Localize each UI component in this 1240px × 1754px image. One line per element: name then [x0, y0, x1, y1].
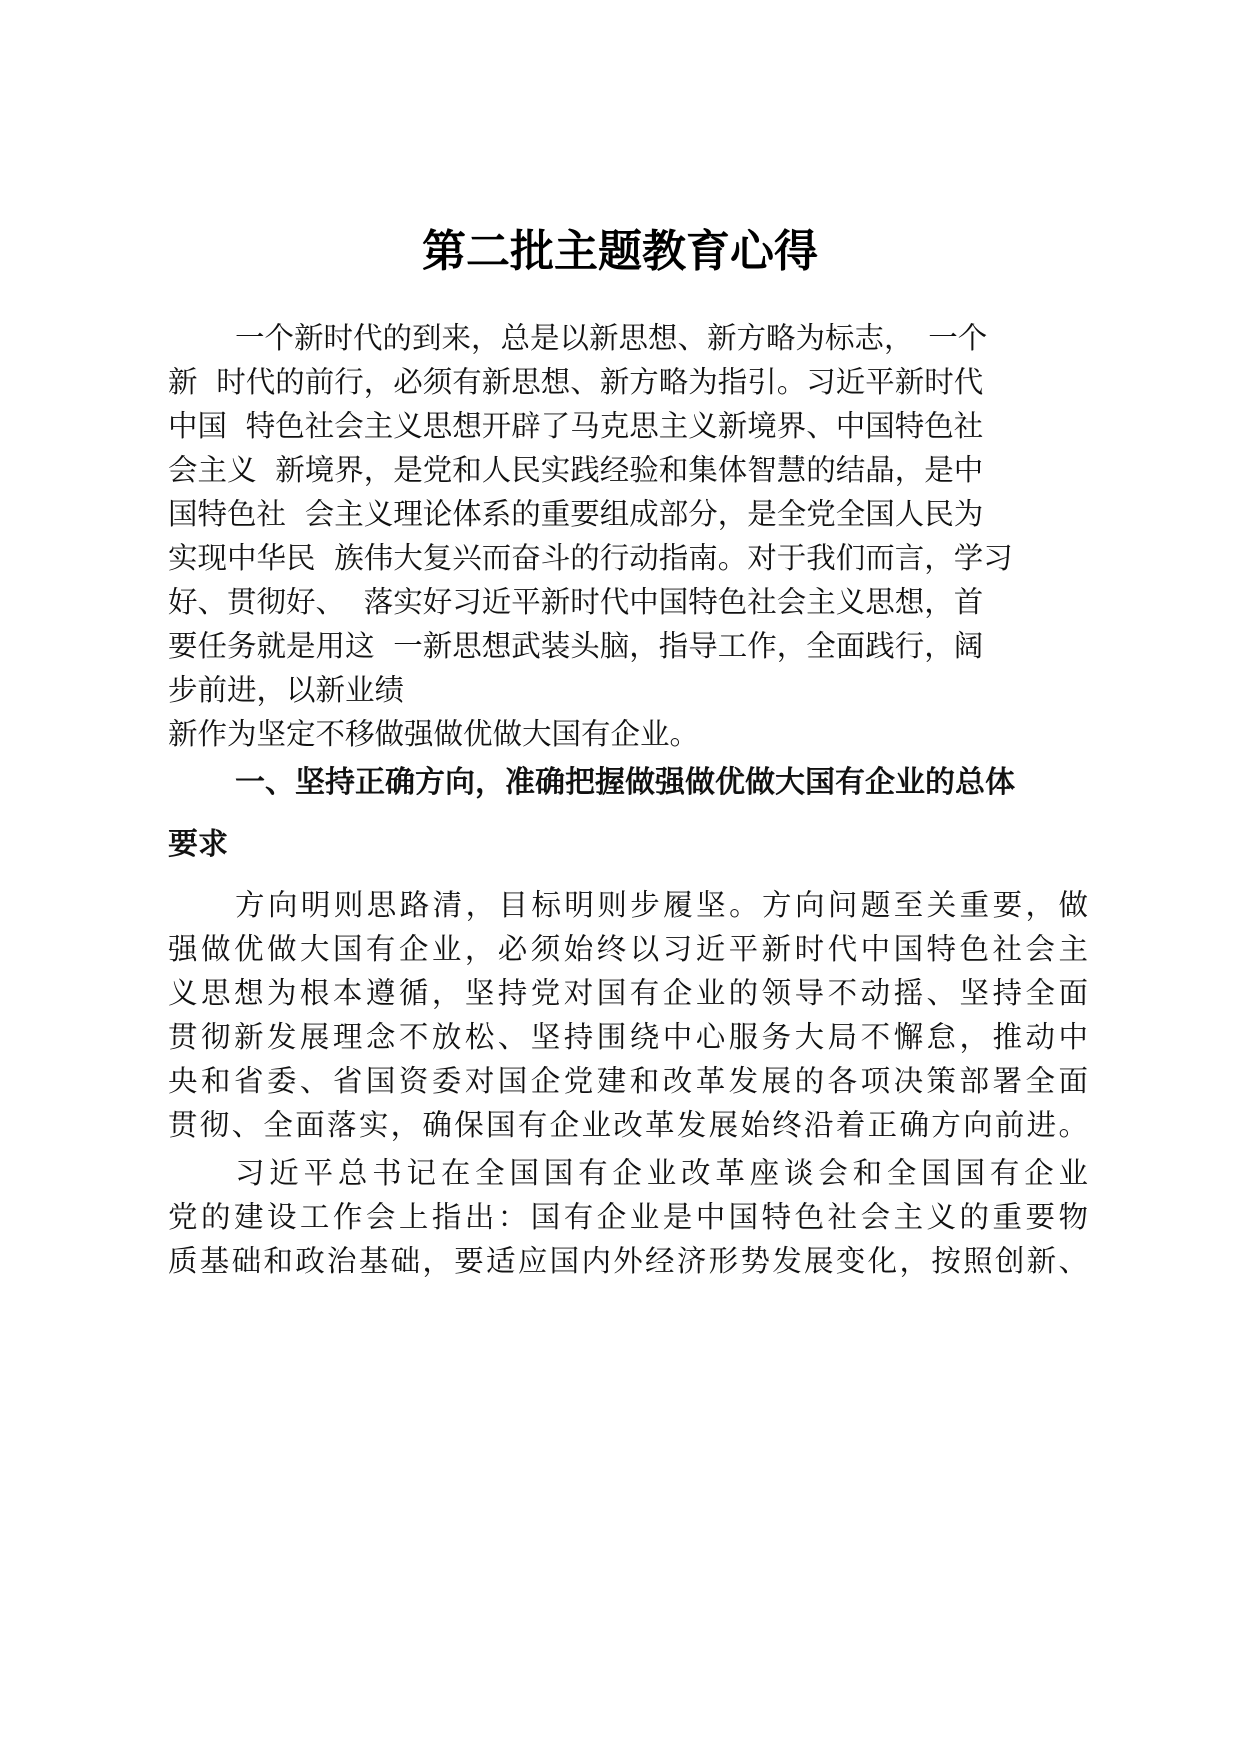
intro-line-5: 国特色社 会主义理论体系的重要组成部分，是全党全国人民为 [168, 497, 984, 531]
intro-line-10: 新作为坚定不移做强做优做大国有企业。 [168, 717, 700, 751]
section1-line-3: 义思想为根本遵循，坚持党对国有企业的领导不动摇、坚持全面 [168, 976, 1088, 1010]
section2-line-3: 质基础和政治基础，要适应国内外经济形势发展变化，按照创新、 [168, 1244, 1088, 1278]
intro-line-7: 好、贯彻好、 落实好习近平新时代中国特色社会主义思想，首 [168, 585, 984, 619]
intro-line-9: 步前进，以新业绩 [168, 673, 405, 707]
intro-line-8: 要任务就是用这 一新思想武装头脑，指导工作，全面践行，阔 [168, 629, 984, 663]
section1-line-4: 贯彻新发展理念不放松、坚持围绕中心服务大局不懈怠，推动中 [168, 1020, 1088, 1054]
section-heading-line-1: 一、坚持正确方向，准确把握做强做优做大国有企业的总体 [235, 765, 1015, 800]
section1-line-5: 央和省委、省国资委对国企党建和改革发展的各项决策部署全面 [168, 1064, 1088, 1098]
document-title: 第二批主题教育心得 [422, 226, 818, 277]
section1-line-2: 强做优做大国有企业，必须始终以习近平新时代中国特色社会主 [168, 932, 1088, 966]
intro-line-1: 一个新时代的到来，总是以新思想、新方略为标志， 一个 [235, 321, 988, 355]
section1-line-6: 贯彻、全面落实，确保国有企业改革发展始终沿着正确方向前进。 [168, 1108, 1088, 1142]
section1-line-1: 方向明则思路清，目标明则步履坚。方向问题至关重要，做 [235, 888, 1088, 922]
intro-line-3: 中国 特色社会主义思想开辟了马克思主义新境界、中国特色社 [168, 409, 984, 443]
section2-line-2: 党的建设工作会上指出：国有企业是中国特色社会主义的重要物 [168, 1200, 1088, 1234]
intro-line-4: 会主义 新境界，是党和人民实践经验和集体智慧的结晶，是中 [168, 453, 984, 487]
section-heading-line-2: 要求 [168, 827, 228, 862]
intro-line-6: 实现中华民 族伟大复兴而奋斗的行动指南。对于我们而言，学习 [168, 541, 1013, 575]
intro-line-2: 新 时代的前行，必须有新思想、新方略为指引。习近平新时代 [168, 365, 984, 399]
section2-line-1: 习近平总书记在全国国有企业改革座谈会和全国国有企业 [235, 1156, 1088, 1190]
